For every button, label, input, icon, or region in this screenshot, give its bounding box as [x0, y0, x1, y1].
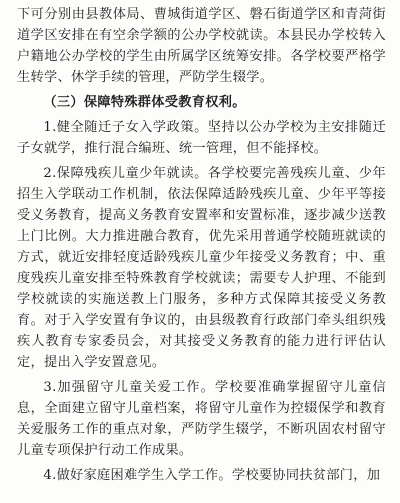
paragraph-disabled-children: 2.保障残疾儿童少年就读。各学校要完善残疾儿童、少年招生入学联动工作机制，依法保障适龄残疾儿童、少年平等接受义务教育，提高义务教育安置率和安置标准，逐步减少送教上门比例。大力推进融合教育，优先采用普通学校随班就读的方式，就近安排轻度适龄残疾儿童少年接受义务教育；中、重度残疾儿童安排至特殊教育学校就读；需要专人护理、不能到学校就读的实施送教上门服务，多种方式保障其接受义务教育。对于入学安置有争议的，由县级教育行政部门牵头组织残疾人教育专家委员会，对其接受义务教育的能力进行评估认定，提出入学安置意见。	[17, 166, 386, 370]
section-heading-special-groups: （三）保障特殊群体受教育权利。	[43, 95, 246, 110]
paragraph-school-transfer: 下可分别由县教体局、曹城街道学区、磐石街道学区和青菏街道学区安排在有空余学额的公办学校就读。本县民办学校转入户籍地公办学校的学生由所属学区统筹安排。各学校要严格学生转学、休学手续的管理，严防学生辍学。	[17, 7, 386, 85]
paragraph-poor-families: 4.做好家庭困难学生入学工作。学校要协同扶贫部门，加	[43, 468, 381, 483]
paragraph-migrant-children: 1.健全随迁子女入学政策。坚持以公办学校为主安排随迁子女就学，推行混合编班、统一管理，但不能择校。	[17, 120, 386, 156]
paragraph-left-behind-children: 3.加强留守儿童关爱工作。学校要准确掌握留守儿童信息，全面建立留守儿童档案，将留守儿童作为控辍保学和教育关爱服务工作的重点对象，严防学生辍学，不断巩固农村留守儿童专项保护行动工作成果。	[17, 380, 386, 458]
